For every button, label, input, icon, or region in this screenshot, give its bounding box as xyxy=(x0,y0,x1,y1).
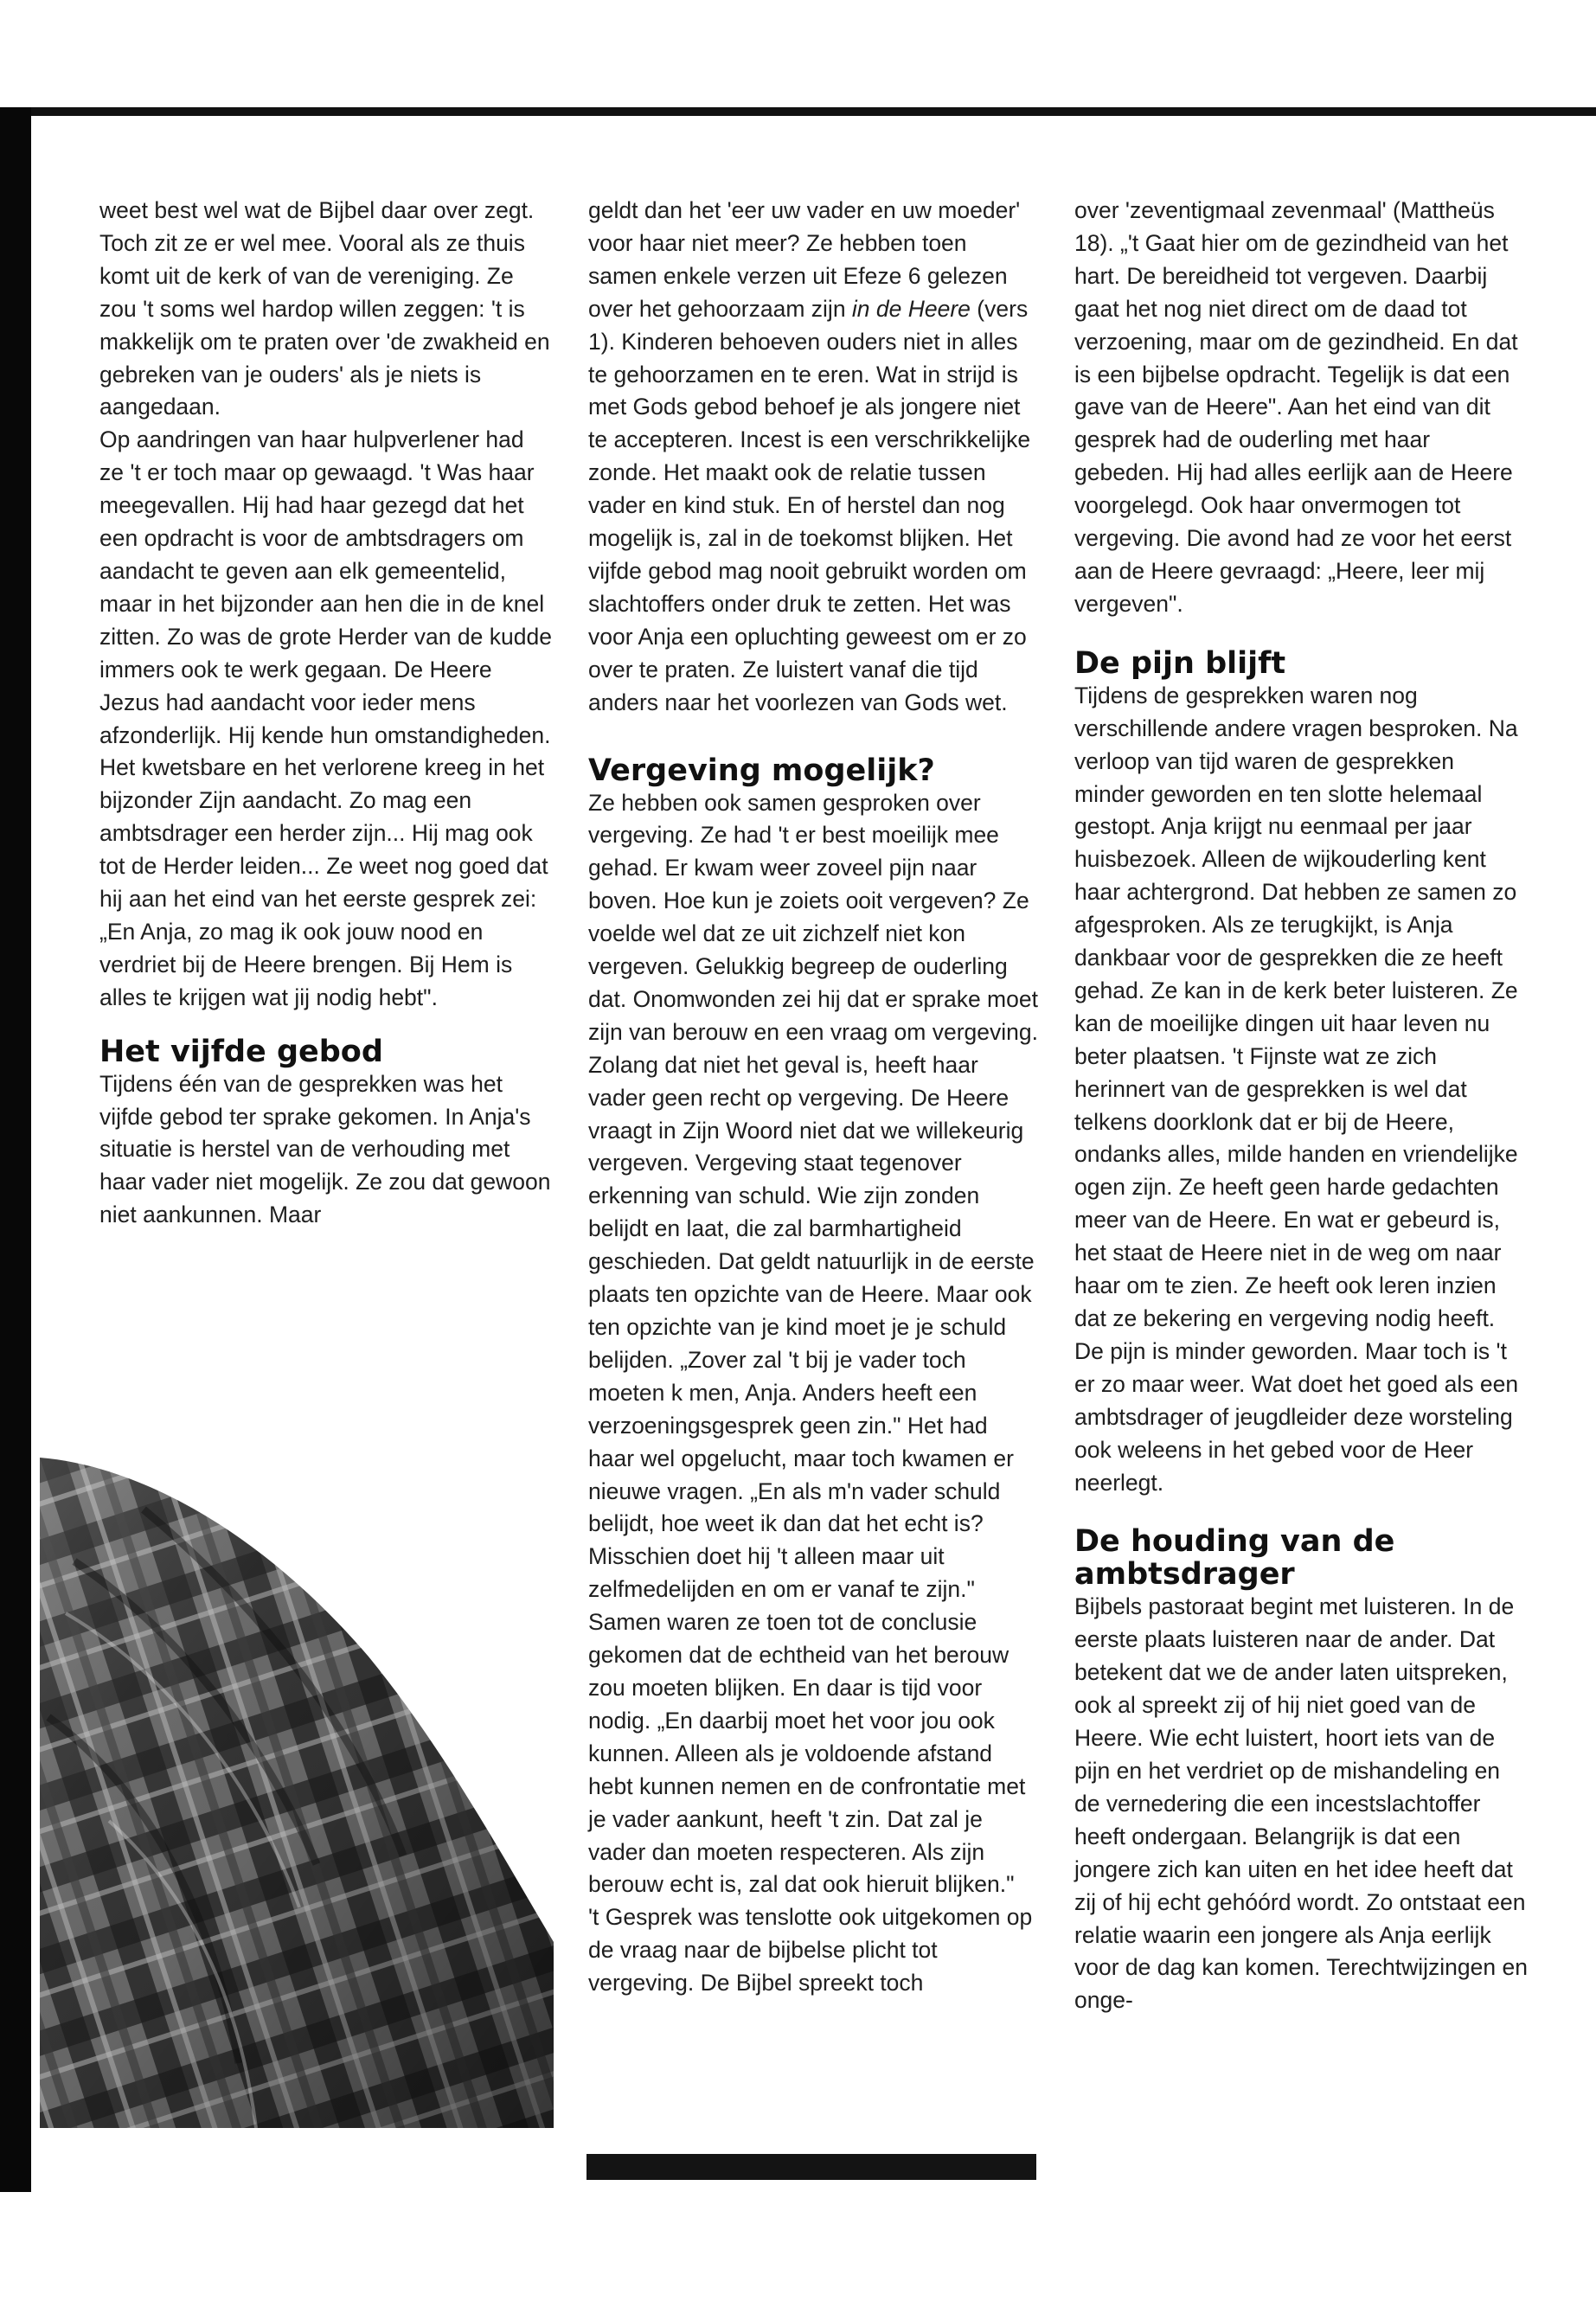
column-2-paragraph-1 xyxy=(588,195,1038,720)
column-1-paragraph-2: Op aandringen van haar hulpverlener had ze 't er toch maar op gewaagd. 't Was haar meegevallen. Hij had haar gezegd dat het een opdracht is voor de ambtsdragers om aandacht te geven aan elk gemeentelid, maar in het bijzonder aan hen die in de knel zitten. Zo was de grote Herder van de kudde immers ook te werk gegaan. De Heere Jezus had aandacht voor ieder mens afzonderlijk. Hij kende hun omstandigheden. Het kwetsbare en het verlorene kreeg in het bijzonder Zijn aandacht. Zo mag een ambtsdrager een herder zijn... Hij mag ook tot de Herder leiden... Ze weet nog goed dat hij aan het eind van het eerste gesprek zei: „En Anja, zo mag ik ook jouw nood en verdriet bij de Heere brengen. Bij Hem is alles te krijgen wat jij nodig hebt". xyxy=(99,426,552,1010)
heading-vijfde-gebod: Het vijfde gebod xyxy=(99,1034,383,1069)
column-3-paragraph-3: Bijbels pastoraat begint met luisteren. In de eerste plaats luisteren naar de ander. Dat betekent dat we de ander laten uitspreken, ook al spreekt zij of hij niet goed van de Heere. Wie echt luistert, hoort iets van de pijn en het verdriet op de mishandeling en de vernedering die een incestslachtoffer heeft ondergaan. Belangrijk is dat een jongere zich kan uiten en het idee heeft dat zij of hij echt gehóórd wordt. Zo ontstaat een relatie waarin een jongere als Anja eerlijk voor de dag kan komen. Terechtwijzingen en onge- xyxy=(1074,1593,1528,2014)
plaid-blanket-photo xyxy=(40,1458,554,2128)
column-2-paragraph-3: 't Gesprek was tenslotte ook uitgekomen op de vraag naar de bijbelse plicht tot vergeving. De Bijbel spreekt toch xyxy=(588,1904,1033,1997)
column-3-paragraph-1: over 'zeventigmaal zevenmaal' (Mattheüs 18). „'t Gaat hier om de gezindheid van het hart. De bereidheid tot vergeven. Daarbij gaat het nog niet direct om de daad tot verzoening, maar om de gezindheid. En dat is een bijbelse opdracht. Tegelijk is dat een gave van de Heere". Aan het eind van dit gesprek had de ouderling met haar gebeden. Hij had alles eerlijk aan de Heere voorgelegd. Ook haar onvermogen tot vergeving. Die avond had ze voor het eerst aan de Heere gevraagd: „Heere, leer mij vergeven". xyxy=(1074,197,1518,617)
column-3 xyxy=(1074,195,1529,2017)
left-edge-bar xyxy=(0,107,31,2192)
heading-pijn-blijft: De pijn blijft xyxy=(1074,645,1286,681)
column-2-paragraph-2: Ze hebben ook samen gesproken over vergeving. Ze had 't er best moeilijk mee gehad. Er kwam weer zoveel pijn naar boven. Hoe kun je zoiets ooit vergeven? Ze voelde wel dat ze uit zichzelf niet kon vergeven. Gelukkig begreep de ouderling dat. Onomwonden zei hij dat er sprake moet zijn van berouw en een vraag om vergeving. Zolang dat niet het geval is, heeft haar vader geen recht op vergeving. De Heere vraagt in Zijn Woord niet dat we willekeurig vergeven. Vergeving staat tegenover erkenning van schuld. Wie zijn zonden belijdt en laat, die zal barmhartigheid geschieden. Dat geldt natuurlijk in de eerste plaats ten opzichte van de Heere. Maar ook ten opzichte van je kind moet je je schuld belijden. „Zover zal 't bij je vader toch moeten k men, Anja. Anders heeft een verzoeningsgesprek geen zin." Het had haar wel opgelucht, maar toch kwamen er nieuwe vragen. „En als m'n vader schuld belijdt, hoe weet ik dan dat het echt is? Misschien doet hij 't alleen maar uit zelfmedelijden en om er vanaf te zijn." Samen waren ze toen tot de conclusie gekomen dat de echtheid van het berouw zou moeten blijken. En daar is tijd voor nodig. „En daarbij moet het voor jou ook kunnen. Alleen als je voldoende afstand hebt kunnen nemen en de confrontatie met je vader aankunt, heeft 't zin. Dat zal je vader dan moeten respecteren. Als zijn berouw echt is, zal dat ook hieruit blijken." xyxy=(588,789,1038,1898)
bottom-bar xyxy=(586,2154,1036,2180)
column-1 xyxy=(99,195,554,1232)
column-2 xyxy=(588,195,1038,2000)
column-2-text-italic: in de Heere xyxy=(851,295,971,322)
heading-vergeving-mogelijk: Vergeving mogelijk? xyxy=(588,753,935,788)
column-2-text-a: geldt dan het 'eer uw vader en uw moeder' voor haar niet meer? Ze hebben toen samen enkele verzen uit Efeze 6 gelezen over het gehoorzaam zijn xyxy=(588,197,1021,322)
column-3-paragraph-2: Tijdens de gesprekken waren nog verschillende andere vragen besproken. Na verloop van tijd waren de gesprekken minder geworden en ten slotte helemaal gestopt. Anja krijgt nu eenmaal per jaar huisbezoek. Alleen de wijkouderling kent haar achtergrond. Dat hebben ze samen zo afgesproken. Als ze terugkijkt, is Anja dankbaar voor de gesprekken die ze heeft gehad. Ze kan in de kerk beter luisteren. Ze kan de moeilijke dingen uit haar leven nu beter plaatsen. 't Fijnste wat ze zich herinnert van de gesprekken is wel dat telkens doorklonk dat er bij de Heere, ondanks alles, milde handen en vriendelijke ogen zijn. Ze heeft geen harde gedachten meer van de Heere. En wat er gebeurd is, het staat de Heere niet in de weg om naar haar om te zien. Ze heeft ook leren inzien dat ze bekering en vergeving nodig heeft. De pijn is minder geworden. Maar toch is 't er zo maar weer. Wat doet het goed als een ambtsdrager of jeugdleider deze worsteling ook weleens in het gebed voor de Heer neerlegt. xyxy=(1074,682,1519,1496)
top-rule xyxy=(0,107,1596,116)
column-1-paragraph-1: weet best wel wat de Bijbel daar over zegt. Toch zit ze er wel mee. Vooral als ze thuis komt uit de kerk of van de vereniging. Ze zou 't soms wel hardop willen zeggen: 't is makkelijk om te praten over 'de zwakheid en gebreken van je ouders' als je niets is aangedaan. xyxy=(99,197,550,420)
heading-houding-ambtsdrager: De houding van de ambtsdrager xyxy=(1074,1524,1395,1593)
column-1-paragraph-3: Tijdens één van de gesprekken was het vijfde gebod ter sprake gekomen. In Anja's situatie is herstel van de verhouding met haar vader niet mogelijk. Ze zou dat gewoon niet aankunnen. Maar xyxy=(99,1070,551,1228)
column-2-text-b: (vers 1). Kinderen behoeven ouders niet in alles te gehoorzamen en te eren. Wat in strijd is met Gods gebod behoef je als jongere niet te accepteren. Incest is een verschrikkelijke zonde. Het maakt ook de relatie tussen vader en kind stuk. En of herstel dan nog mogelijk is, zal in de toekomst blijken. Het vijfde gebod mag nooit gebruikt worden om slachtoffers onder druk te zetten. Het was voor Anja een opluchting geweest om er zo over te praten. Ze luistert vanaf die tijd anders naar het voorlezen van Gods wet. xyxy=(588,295,1031,715)
plaid-blanket-image xyxy=(40,1458,554,2128)
